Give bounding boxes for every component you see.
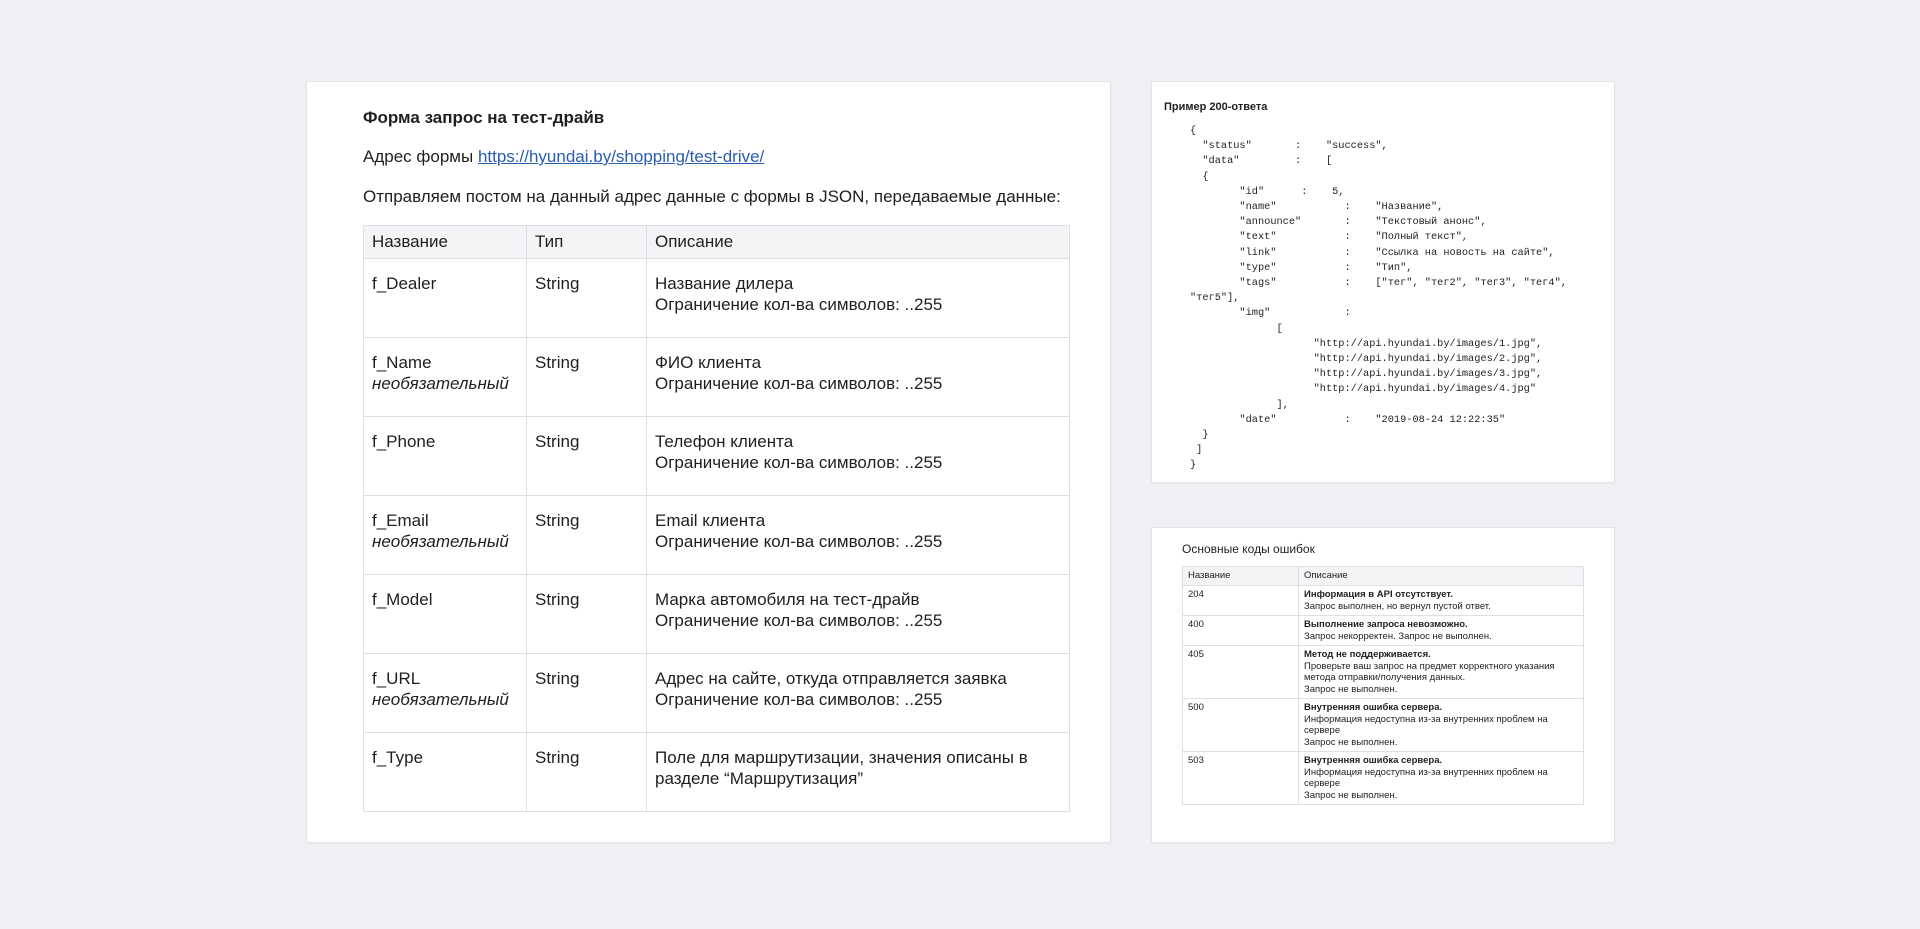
table-row [364, 338, 1070, 417]
table-row [364, 575, 1070, 654]
field-limit: разделе “Маршрутизация” [655, 769, 864, 788]
field-type: String [527, 259, 647, 338]
field-name: f_Phone [372, 432, 436, 451]
intro-text: Отправляем постом на данный адрес данные с формы в JSON, передаваемые данные: [363, 187, 1061, 206]
field-name-cell [364, 338, 527, 417]
error-header-row [1183, 567, 1584, 586]
field-limit: Ограничение кол-ва символов: ..255 [655, 374, 943, 393]
field-optional: необязательный [372, 690, 509, 709]
field-description: Название дилера [655, 274, 794, 293]
error-text: Запрос выполнен, но вернул пустой ответ. [1304, 600, 1491, 612]
field-name-cell [364, 496, 527, 575]
form-address-line [363, 147, 764, 167]
error-row [1183, 752, 1584, 805]
field-type: String [527, 654, 647, 733]
error-code: 405 [1183, 646, 1299, 699]
field-limit: Ограничение кол-ва символов: ..255 [655, 611, 943, 630]
error-code: 400 [1183, 616, 1299, 646]
error-description-cell [1299, 586, 1584, 616]
error-heading: Внутренняя ошибка сервера. [1304, 755, 1443, 766]
field-name: f_Model [372, 590, 433, 609]
error-text: Информация недоступна из-за внутренних проблем на сервере Запрос не выполнен. [1304, 713, 1548, 748]
error-heading: Информация в API отсутствует. [1304, 589, 1453, 600]
field-description-cell [647, 417, 1070, 496]
field-description: Email клиента [655, 511, 766, 530]
field-description-cell [647, 575, 1070, 654]
field-name-cell [364, 733, 527, 812]
col-header-type: Тип [527, 226, 647, 259]
error-text: Проверьте ваш запрос на предмет корректного указания метода отправки/получения данных. Запрос не выполнен. [1304, 660, 1555, 695]
error-description-cell [1299, 646, 1584, 699]
table-row [364, 259, 1070, 338]
field-description-cell [647, 654, 1070, 733]
field-description-cell [647, 496, 1070, 575]
response-example-title: Пример 200-ответа [1164, 101, 1268, 113]
test-drive-form-doc [307, 82, 1110, 842]
error-row [1183, 646, 1584, 699]
field-limit: Ограничение кол-ва символов: ..255 [655, 453, 943, 472]
form-address-link[interactable]: https://hyundai.by/shopping/test-drive/ [477, 147, 765, 166]
field-name: f_Email [372, 511, 429, 530]
field-name: f_Dealer [372, 274, 437, 293]
field-description: Поле для маршрутизации, значения описаны в [655, 748, 1028, 767]
error-row [1183, 699, 1584, 752]
table-row [364, 654, 1070, 733]
field-description: Марка автомобиля на тест-драйв [655, 590, 920, 609]
error-description-cell [1299, 699, 1584, 752]
field-type: String [527, 338, 647, 417]
error-code: 500 [1183, 699, 1299, 752]
field-name-cell [364, 654, 527, 733]
col-header-name: Название [364, 226, 527, 259]
field-description-cell [647, 259, 1070, 338]
error-heading: Выполнение запроса невозможно. [1304, 619, 1468, 630]
error-code: 204 [1183, 586, 1299, 616]
fields-table [363, 225, 1070, 812]
table-row [364, 496, 1070, 575]
col-header-description: Описание [647, 226, 1070, 259]
error-codes-table [1182, 566, 1584, 805]
field-name: f_URL [372, 669, 421, 688]
field-limit: Ограничение кол-ва символов: ..255 [655, 532, 943, 551]
error-col-header-description: Описание [1299, 567, 1584, 586]
error-codes-title: Основные коды ошибок [1182, 542, 1315, 556]
field-description: Адрес на сайте, откуда отправляется заявка [655, 669, 1007, 688]
field-optional: необязательный [372, 532, 509, 551]
table-row [364, 733, 1070, 812]
field-description-cell [647, 733, 1070, 812]
error-row [1183, 616, 1584, 646]
error-codes-card [1152, 528, 1614, 842]
error-description-cell [1299, 616, 1584, 646]
doc-title: Форма запрос на тест-драйв [363, 108, 605, 127]
field-type: String [527, 496, 647, 575]
form-address-label: Адрес формы [363, 147, 474, 166]
table-header-row [364, 226, 1070, 259]
error-col-header-name: Название [1183, 567, 1299, 586]
field-description: Телефон клиента [655, 432, 794, 451]
field-name-cell [364, 575, 527, 654]
field-name-cell [364, 259, 527, 338]
field-description-cell [647, 338, 1070, 417]
field-name: f_Type [372, 748, 424, 767]
field-limit: Ограничение кол-ва символов: ..255 [655, 690, 943, 709]
error-code: 503 [1183, 752, 1299, 805]
table-row [364, 417, 1070, 496]
field-description: ФИО клиента [655, 353, 762, 372]
error-text: Запрос некорректен. Запрос не выполнен. [1304, 630, 1492, 642]
field-limit: Ограничение кол-ва символов: ..255 [655, 295, 943, 314]
field-type: String [527, 575, 647, 654]
error-heading: Метод не поддерживается. [1304, 649, 1431, 660]
field-type: String [527, 417, 647, 496]
response-json-code: { "status" : "success", "data" : [ { "id" : 5, "name" : "Название", "announce" : "Текстовый анонс", "text" : "Полный текст", "link" : "Ссылка на новость на сайте", "type" : "Тип", "tags" : ["тег", "тег2", "тег3", "тег4", "тег5"], "img" : [ "http://api.hyundai.by/images/1.jpg", "http://api.hyundai.by/images/2.jpg", "http://api.hyundai.by/images/3.jpg", "http://api.hyundai.by/images/4.jpg" ], "date" : "2019-08-24 12:22:35" } ] } [1190, 125, 1567, 472]
field-name-cell [364, 417, 527, 496]
error-row [1183, 586, 1584, 616]
error-text: Информация недоступна из-за внутренних проблем на сервере Запрос не выполнен. [1304, 766, 1548, 801]
error-heading: Внутренняя ошибка сервера. [1304, 702, 1443, 713]
field-optional: необязательный [372, 374, 509, 393]
field-type: String [527, 733, 647, 812]
response-example-card [1152, 82, 1614, 482]
field-name: f_Name [372, 353, 432, 372]
error-description-cell [1299, 752, 1584, 805]
